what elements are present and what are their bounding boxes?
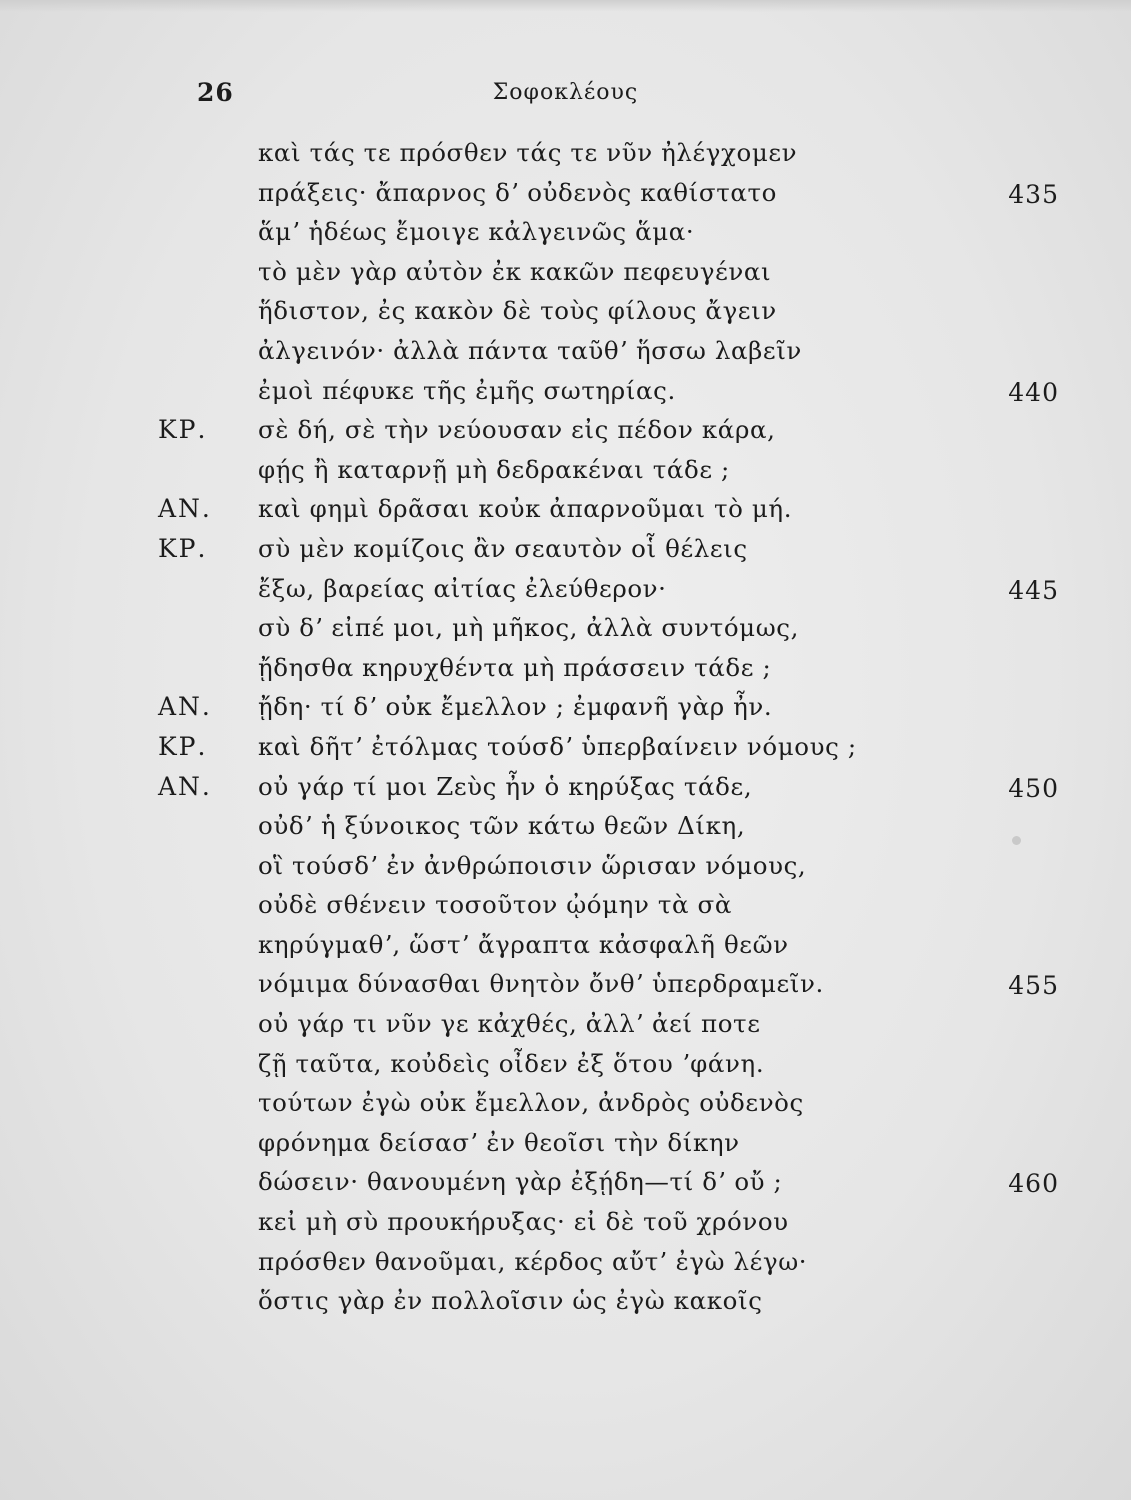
verse-line (0, 928, 1131, 968)
verse-text: καὶ δῆτʼ ἐτόλμας τούσδʼ ὑπερβαίνειν νόμους ; (258, 731, 857, 761)
verse-line (0, 690, 1131, 730)
verse-text: οὐδʼ ἡ ξύνοικος τῶν κάτω θεῶν Δίκη, (258, 811, 746, 841)
verse-line (0, 334, 1131, 374)
speaker-label: ΑΝ. (158, 692, 212, 722)
verse-line (0, 453, 1131, 493)
verse-text: ᾔδησθα κηρυχθέντα μὴ πράσσειν τάδε ; (258, 652, 772, 682)
verse-line (0, 532, 1131, 572)
verse-line (0, 374, 1131, 414)
verse-text: ζῇ ταῦτα, κοὐδεὶς οἶδεν ἐξ ὅτου ʼφάνη. (258, 1048, 765, 1078)
verse-text: ἀλγεινόν· ἀλλὰ πάντα ταῦθʼ ἥσσω λαβεῖν (258, 335, 802, 365)
verse-text: ᾔδη· τί δʼ οὐκ ἔμελλον ; ἐμφανῆ γὰρ ἦν. (258, 692, 773, 722)
verse-text: καὶ φημὶ δρᾶσαι κοὐκ ἀπαρνοῦμαι τὸ μή. (258, 494, 793, 524)
line-number: 460 (1008, 1169, 1059, 1199)
verse-line (0, 967, 1131, 1007)
paper-speck (1012, 836, 1021, 845)
verse-line (0, 809, 1131, 849)
verse-text: ἥδιστον, ἐς κακὸν δὲ τοὺς φίλους ἄγειν (258, 296, 777, 326)
verse-line (0, 1205, 1131, 1245)
verse-text: φρόνημα δείσασʼ ἐν θεοῖσι τὴν δίκην (258, 1127, 740, 1157)
verse-text: σὺ μὲν κομίζοις ἂν σεαυτὸν οἷ θέλεις (258, 533, 748, 563)
speaker-label: ΑΝ. (158, 494, 212, 524)
verse-line (0, 1086, 1131, 1126)
verse-line (0, 1126, 1131, 1166)
page-header (0, 78, 1131, 118)
page-number: 26 (197, 78, 234, 107)
verse-block (0, 136, 1131, 1324)
running-title: Σοφοκλέους (492, 80, 639, 105)
verse-text: τούτων ἐγὼ οὐκ ἔμελλον, ἀνδρὸς οὐδενὸς (258, 1088, 804, 1118)
verse-text: κηρύγμαθʼ, ὥστʼ ἄγραπτα κἀσφαλῆ θεῶν (258, 929, 789, 959)
verse-line (0, 176, 1131, 216)
verse-line (0, 1047, 1131, 1087)
verse-text: ἅμʼ ἡδέως ἔμοιγε κἀλγεινῶς ἅμα· (258, 217, 695, 247)
verse-line (0, 1245, 1131, 1285)
verse-text: ὅστις γὰρ ἐν πολλοῖσιν ὡς ἐγὼ κακοῖς (258, 1286, 763, 1316)
speaker-label: ΚΡ. (158, 415, 208, 445)
line-number: 450 (1008, 773, 1059, 803)
verse-text: τὸ μὲν γὰρ αὐτὸν ἐκ κακῶν πεφευγέναι (258, 256, 772, 286)
verse-text: οὐδὲ σθένειν τοσοῦτον ᾠόμην τὰ σὰ (258, 890, 732, 920)
verse-line (0, 1284, 1131, 1324)
verse-line (0, 136, 1131, 176)
speaker-label: ΚΡ. (158, 731, 208, 761)
verse-line (0, 572, 1131, 612)
verse-text: κεἰ μὴ σὺ προυκήρυξας· εἰ δὲ τοῦ χρόνου (258, 1207, 789, 1237)
verse-text: σὺ δʼ εἰπέ μοι, μὴ μῆκος, ἀλλὰ συντόμως, (258, 613, 799, 643)
verse-line (0, 413, 1131, 453)
verse-text: οὐ γάρ τί μοι Ζεὺς ἦν ὁ κηρύξας τάδε, (258, 771, 753, 801)
speaker-label: ΚΡ. (158, 533, 208, 563)
verse-text: φῄς ἢ καταρνῇ μὴ δεδρακέναι τάδε ; (258, 454, 730, 484)
verse-line (0, 888, 1131, 928)
speaker-label: ΑΝ. (158, 771, 212, 801)
page-top-edge (0, 0, 1131, 12)
verse-text: ἔξω, βαρείας αἰτίας ἐλεύθερον· (258, 573, 667, 603)
verse-text: οἳ τούσδʼ ἐν ἀνθρώποισιν ὥρισαν νόμους, (258, 850, 807, 880)
verse-line (0, 492, 1131, 532)
verse-line (0, 255, 1131, 295)
verse-text: σὲ δή, σὲ τὴν νεύουσαν εἰς πέδον κάρα, (258, 415, 776, 445)
line-number: 455 (1008, 971, 1059, 1001)
line-number: 435 (1008, 179, 1059, 209)
verse-text: νόμιμα δύνασθαι θνητὸν ὄνθʼ ὑπερδραμεῖν. (258, 969, 824, 999)
verse-line (0, 294, 1131, 334)
line-number: 440 (1008, 377, 1059, 407)
verse-line (0, 215, 1131, 255)
line-number: 445 (1008, 575, 1059, 605)
verse-line (0, 730, 1131, 770)
verse-text: ἐμοὶ πέφυκε τῆς ἐμῆς σωτηρίας. (258, 375, 676, 405)
verse-line (0, 1007, 1131, 1047)
verse-text: καὶ τάς τε πρόσθεν τάς τε νῦν ἠλέγχομεν (258, 138, 798, 167)
verse-text: οὐ γάρ τι νῦν γε κἀχθές, ἀλλʼ ἀεί ποτε (258, 1009, 761, 1039)
verse-text: πράξεις· ἄπαρνος δʼ οὐδενὸς καθίστατο (258, 177, 777, 207)
verse-line (0, 651, 1131, 691)
verse-line (0, 611, 1131, 651)
verse-text: δώσειν· θανουμένη γὰρ ἐξῄδη—τί δʼ οὔ ; (258, 1167, 783, 1197)
verse-text: πρόσθεν θανοῦμαι, κέρδος αὔτʼ ἐγὼ λέγω· (258, 1246, 808, 1276)
verse-line (0, 1165, 1131, 1205)
verse-line (0, 770, 1131, 810)
verse-line (0, 849, 1131, 889)
